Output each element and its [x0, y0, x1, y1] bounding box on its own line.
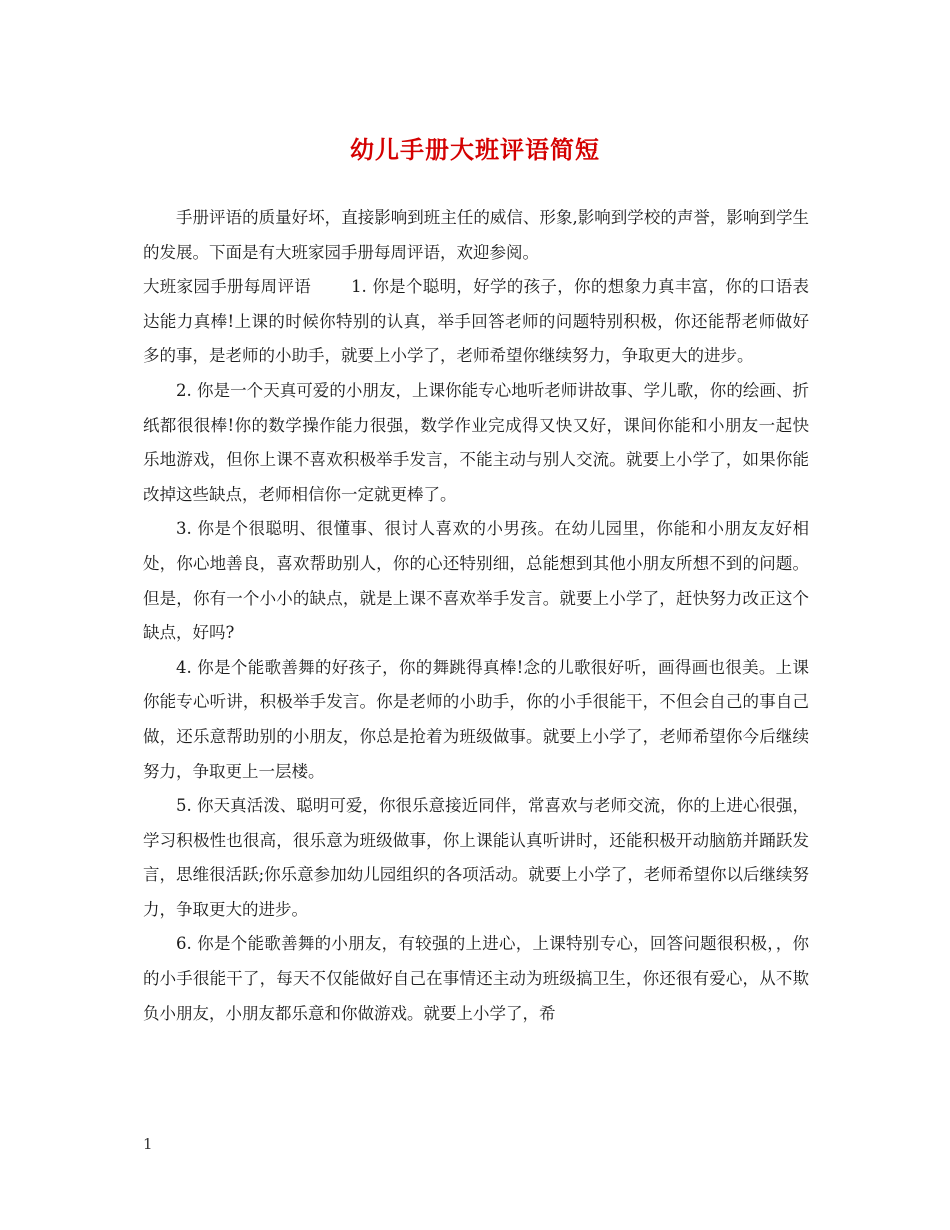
comment-item-3: 3. 你是个很聪明、很懂事、很讨人喜欢的小男孩。在幼儿园里，你能和小朋友友好相处，你心地善良，喜欢帮助别人，你的心还特别细，总能想到其他小朋友所想不到的问题。但是，你有一个小小的缺点，就是上课不喜欢举手发言。就要上小学了，赶快努力改正这个缺点，好吗?	[143, 519, 809, 643]
comment-item-6: 6. 你是个能歌善舞的小朋友，有较强的上进心，上课特别专心，回答问题很积极，，你的小手很能干了，每天不仅能做好自己在事情还主动为班级搞卫生，你还很有爱心，从不欺负小朋友，小朋友都乐意和你做游戏。就要上小学了，希	[143, 934, 809, 1023]
section-heading: 大班家园手册每周评语	[143, 277, 312, 297]
intro-paragraph: 手册评语的质量好坏，直接影响到班主任的威信、形象,影响到学校的声誉，影响到学生的发展。下面是有大班家园手册每周评语，欢迎参阅。	[143, 208, 809, 262]
comment-item-2: 2. 你是一个天真可爱的小朋友，上课你能专心地听老师讲故事、学儿歌，你的绘画、折纸都很很棒!你的数学操作能力很强，数学作业完成得又快又好，课间你能和小朋友一起快乐地游戏，但你上课不喜欢积极举手发言，不能主动与别人交流。就要上小学了，如果你能改掉这些缺点，老师相信你一定就更棒了。	[143, 380, 809, 504]
comment-item-5: 5. 你天真活泼、聪明可爱，你很乐意接近同伴，常喜欢与老师交流，你的上进心很强，学习积极性也很高，很乐意为班级做事，你上课能认真听讲时，还能积极开动脑筋并踊跃发言，思维很活跃;你乐意参加幼儿园组织的各项活动。就要上小学了，老师希望你以后继续努力，争取更大的进步。	[143, 796, 809, 919]
first-item-paragraph	[143, 270, 809, 374]
comment-item-1: 1. 你是个聪明，好学的孩子，你的想象力真丰富，你的口语表达能力真棒!上课的时候你特别的认真，举手回答老师的问题特别积极，你还能帮老师做好多的事，是老师的小助手，就要上小学了，老师希望你继续努力，争取更大的进步。	[143, 277, 809, 366]
comment-item-4: 4. 你是个能歌善舞的好孩子，你的舞跳得真棒!念的儿歌很好听，画得画也很美。上课你能专心听讲，积极举手发言。你是老师的小助手，你的小手很能干，不但会自己的事自己做，还乐意帮助别的小朋友，你总是抢着为班级做事。就要上小学了，老师希望你今后继续努力，争取更上一层楼。	[143, 657, 809, 781]
document-title: 幼儿手册大班评语简短	[350, 135, 600, 164]
page-number: 1	[143, 1135, 153, 1153]
document-body	[143, 201, 809, 1031]
